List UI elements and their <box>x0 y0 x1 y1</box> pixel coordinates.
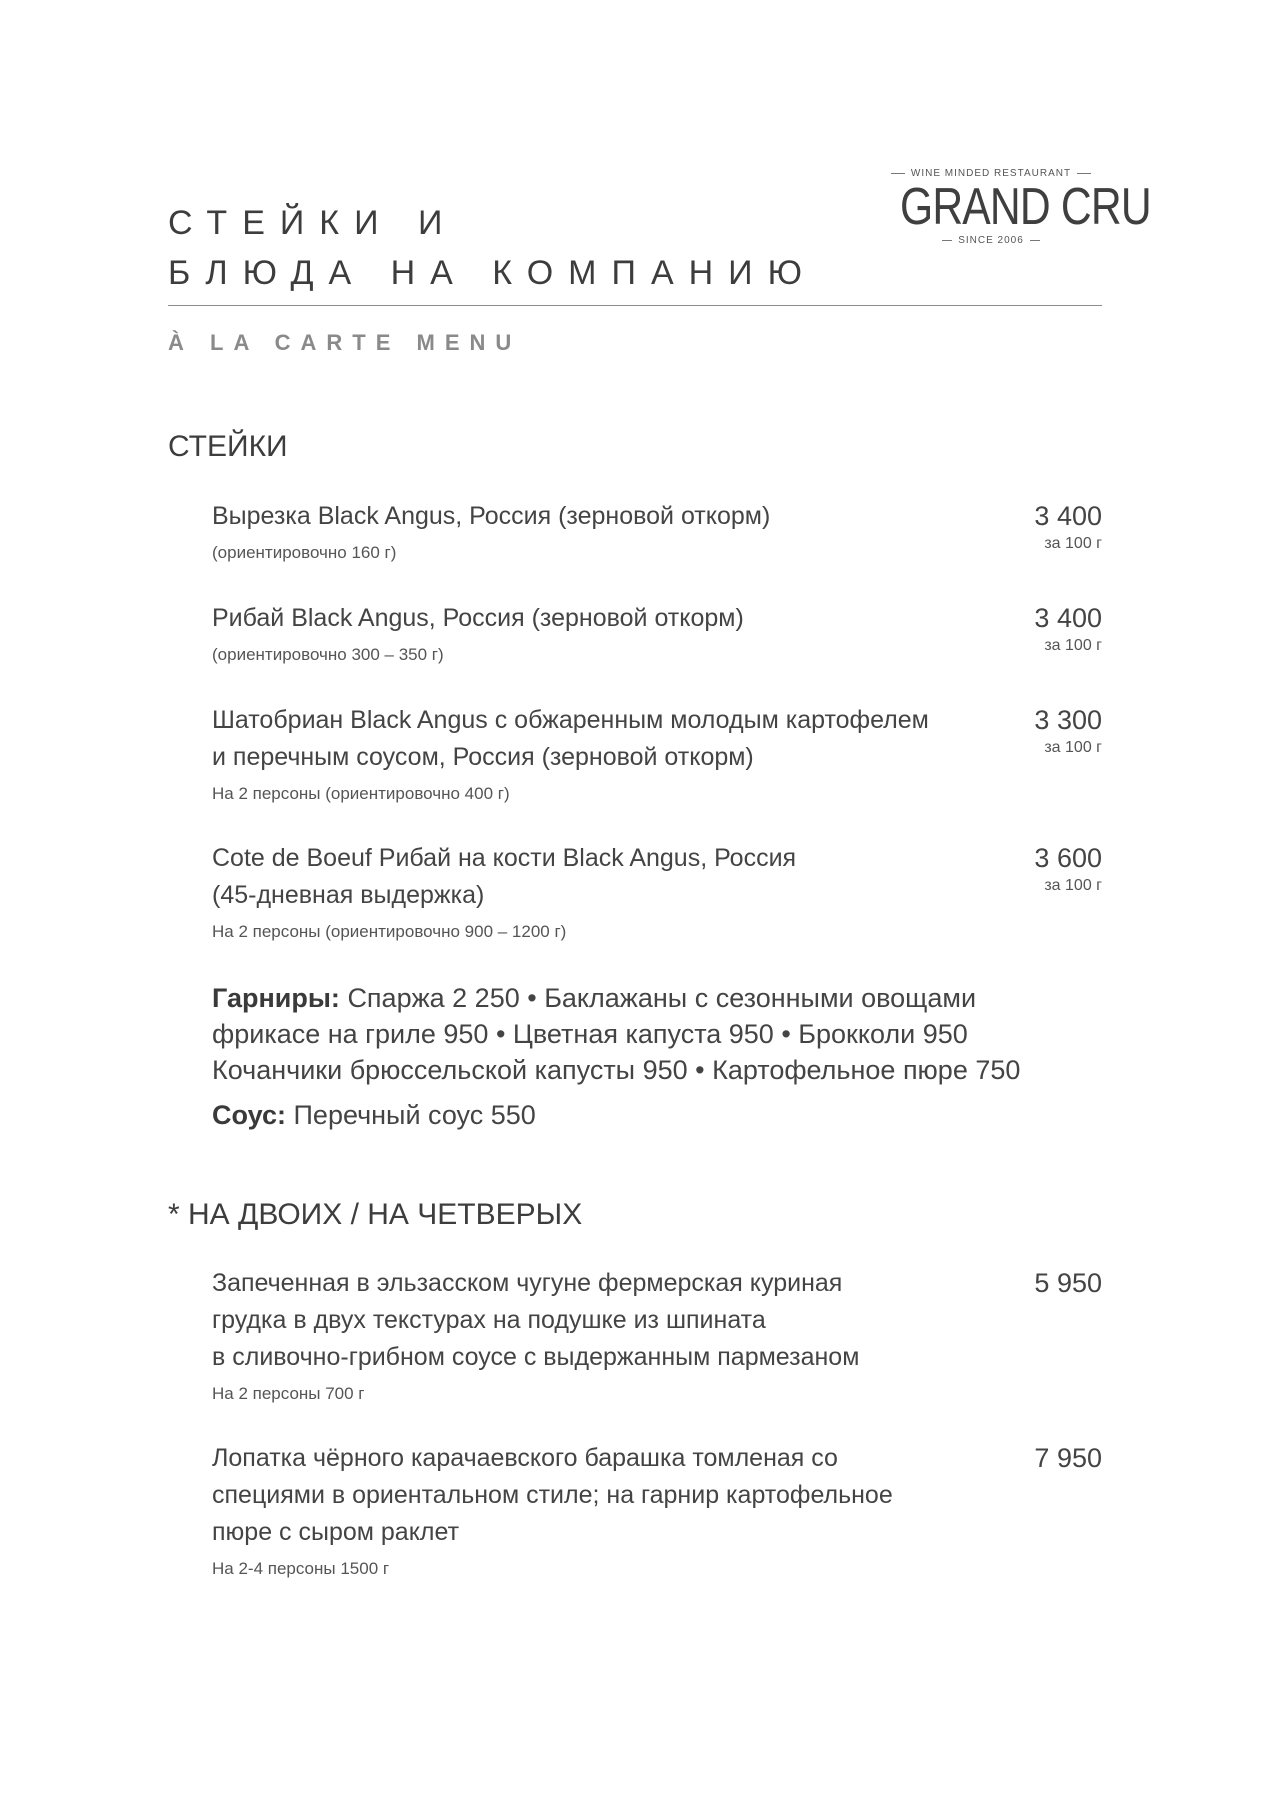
item-price <box>1034 1265 1102 1302</box>
price-unit: за 100 г <box>1044 637 1102 654</box>
sauce-line <box>212 1097 1092 1133</box>
sides-line-3: Кочанчики брюссельской капусты 950 • Картофельное пюре 750 <box>212 1055 1021 1085</box>
item-name-line: в сливочно-грибном соусе с выдержанным пармезаном <box>212 1343 860 1371</box>
logo-since-dash-left <box>942 240 952 241</box>
item-name <box>212 600 972 637</box>
logo-name: GRAND CRU <box>899 178 1151 236</box>
price-amount: 3 600 <box>1034 843 1102 873</box>
price-amount: 3 400 <box>1034 603 1102 633</box>
item-name-line: и перечным соусом, Россия (зерновой откорм) <box>212 743 754 771</box>
item-note: (ориентировочно 160 г) <box>212 543 397 562</box>
item-name-line: пюре с сыром раклет <box>212 1518 460 1546</box>
logo-tagline: WINE MINDED RESTAURANT <box>910 168 1072 179</box>
item-name-line: (45-дневная выдержка) <box>212 881 485 909</box>
sides-label: Гарниры: <box>212 983 340 1013</box>
page-title <box>168 198 817 298</box>
item-note: На 2 персоны (ориентировочно 400 г) <box>212 784 510 803</box>
item-price <box>1034 702 1102 757</box>
item-note: (ориентировочно 300 – 350 г) <box>212 645 444 664</box>
item-name-line: Вырезка Black Angus, Россия (зерновой откорм) <box>212 502 771 530</box>
menu-item <box>212 840 1102 944</box>
logo-since: SINCE 2006 <box>958 235 1024 246</box>
price-unit: за 100 г <box>1044 739 1102 756</box>
page-title-line-1: СТЕЙКИ И <box>168 204 458 242</box>
item-name-line: Запеченная в эльзасском чугуне фермерская куриная <box>212 1269 843 1297</box>
item-price <box>1034 600 1102 655</box>
item-name-line: Лопатка чёрного карачаевского барашка томленая со <box>212 1444 838 1472</box>
logo-dash-right <box>1077 173 1091 174</box>
item-name <box>212 498 972 535</box>
header-divider <box>168 305 1102 306</box>
side-dishes <box>212 980 1092 1133</box>
section-heading-sharing: * НА ДВОИХ / НА ЧЕТВЕРЫХ <box>168 1198 583 1231</box>
price-amount: 3 400 <box>1034 501 1102 531</box>
logo-since-dash-right <box>1030 240 1040 241</box>
sides-line-2: фрикасе на гриле 950 • Цветная капуста 950 • Брокколи 950 <box>212 1019 968 1049</box>
item-price <box>1034 498 1102 553</box>
item-note: На 2 персоны (ориентировочно 900 – 1200 г) <box>212 922 567 941</box>
item-name-line: Cote de Boeuf Рибай на кости Black Angus, Россия <box>212 844 797 872</box>
sauce-label: Соус: <box>212 1100 286 1130</box>
item-name <box>212 1265 972 1376</box>
item-price <box>1034 1440 1102 1477</box>
sides-line-1: Спаржа 2 250 • Баклажаны с сезонными овощами <box>347 983 977 1013</box>
item-price <box>1034 840 1102 895</box>
price-amount: 7 950 <box>1034 1443 1102 1473</box>
item-name <box>212 840 972 914</box>
item-name-line: специями в ориентальном стиле; на гарнир картофельное <box>212 1481 893 1509</box>
page-title-line-2: БЛЮДА НА КОМПАНИЮ <box>168 254 817 292</box>
menu-item <box>212 1440 1102 1581</box>
menu-item <box>212 702 1102 806</box>
sauce-text: Перечный соус 550 <box>293 1100 536 1130</box>
logo-dash-left <box>891 173 905 174</box>
price-unit: за 100 г <box>1044 535 1102 552</box>
menu-item <box>212 1265 1102 1406</box>
item-note: На 2-4 персоны 1500 г <box>212 1559 390 1578</box>
menu-item <box>212 600 1102 667</box>
item-name-line: грудка в двух текстурах на подушке из шпината <box>212 1306 766 1334</box>
item-name <box>212 702 972 776</box>
restaurant-logo <box>880 168 1151 246</box>
menu-item <box>212 498 1102 565</box>
item-name-line: Рибай Black Angus, Россия (зерновой откорм) <box>212 604 744 632</box>
price-amount: 5 950 <box>1034 1268 1102 1298</box>
price-amount: 3 300 <box>1034 705 1102 735</box>
item-name-line: Шатобриан Black Angus с обжаренным молодым картофелем <box>212 706 929 734</box>
menu-subtitle: À LA CARTE MENU <box>168 330 522 355</box>
section-heading-steaks: СТЕЙКИ <box>168 430 288 463</box>
item-name <box>212 1440 972 1551</box>
price-unit: за 100 г <box>1044 877 1102 894</box>
item-note: На 2 персоны 700 г <box>212 1384 365 1403</box>
